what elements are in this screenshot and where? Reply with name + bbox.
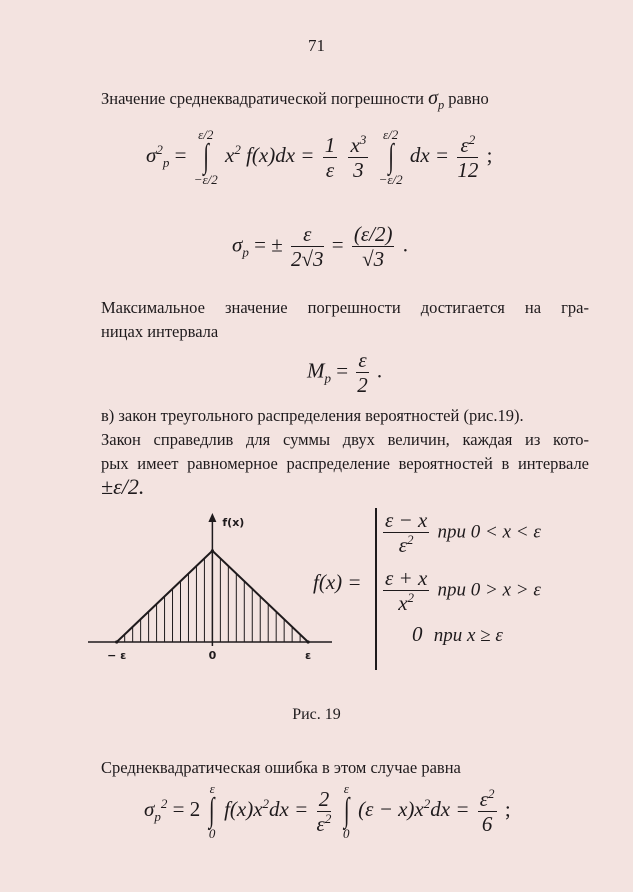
formula-variance: $\sigma^2_p$ = ε/2 ∫ −ε/2 $x^2$ f(x)dx = $\frac{1}{\varepsilon}$ $\frac{x^3}{3}$ ε/2 ∫ −ε/2 dx = $\frac{\varepsilon^2}{12}$ ; — [146, 127, 493, 188]
integral-sign: ε ∫ 0 — [208, 781, 216, 842]
formula-rms: $\sigma_p^2 = 2$ ε ∫ 0 $f(x)x^2dx$ = $\frac{2}{\varepsilon^2}$ ε ∫ 0 $(\varepsilon - x)x^2dx$ = $\frac{\varepsilon^2}{6}$ ; — [144, 781, 511, 842]
piecewise-case2: $\frac{\varepsilon + x}{x^2}$ при 0 > x > ε — [385, 566, 541, 616]
x-tick-label: − ε — [107, 649, 127, 662]
formula-sigma: $\sigma_p$ = ± $\frac{\varepsilon}{2√3}$ = $\frac{(\varepsilon/2)}{√3}$ . — [232, 222, 408, 272]
piecewise-case3: 0 при x ≥ ε — [412, 622, 503, 646]
piecewise-brace — [375, 508, 377, 670]
page-number: 71 — [308, 36, 325, 55]
triangle-distribution-chart — [80, 510, 340, 680]
piecewise-lhs: f(x) = — [313, 570, 362, 594]
law-text-line3: ±ε/2. — [101, 474, 145, 499]
data-point — [306, 640, 309, 643]
data-point — [115, 640, 118, 643]
piecewise-case1: $\frac{\varepsilon - x}{\varepsilon^2}$ при 0 < x < ε — [385, 508, 541, 558]
integral-sign: ε/2 ∫ −ε/2 — [378, 127, 403, 188]
intro-text: Значение среднеквадратической погрешности — [101, 89, 424, 108]
law-heading: в) закон треугольного распределения вероятностей (рис.19). — [101, 406, 524, 425]
data-point — [211, 549, 214, 552]
intro-line — [101, 86, 489, 117]
x-tick-label: ε — [305, 649, 312, 662]
paragraph-max-line2: ницах интервала — [101, 322, 219, 341]
paragraph-max-line1: Максимальное значение погрешности достигается на гра- — [101, 298, 589, 317]
rms-text: Среднеквадратическая ошибка в этом случае равна — [101, 758, 461, 777]
law-text-line1: Закон справедлив для суммы двух величин, каждая из кото- — [101, 430, 589, 449]
x-tick-label: 0 — [208, 649, 217, 662]
formula-max: $M_p$ = $\frac{\varepsilon}{2}$ . — [307, 348, 383, 398]
integral-sign: ε ∫ 0 — [343, 781, 350, 842]
intro-tail: равно — [448, 89, 489, 108]
y-axis-arrow — [208, 513, 216, 522]
sigma-symbol: $\sigma_p$ — [428, 87, 445, 112]
integral-sign: ε/2 ∫ −ε/2 — [193, 127, 218, 188]
figure-caption: Рис. 19 — [292, 706, 341, 723]
law-text-line2: рых имеет равномерное распределение вероятностей в интервале — [101, 454, 589, 473]
y-axis-label: f(x) — [222, 516, 245, 529]
